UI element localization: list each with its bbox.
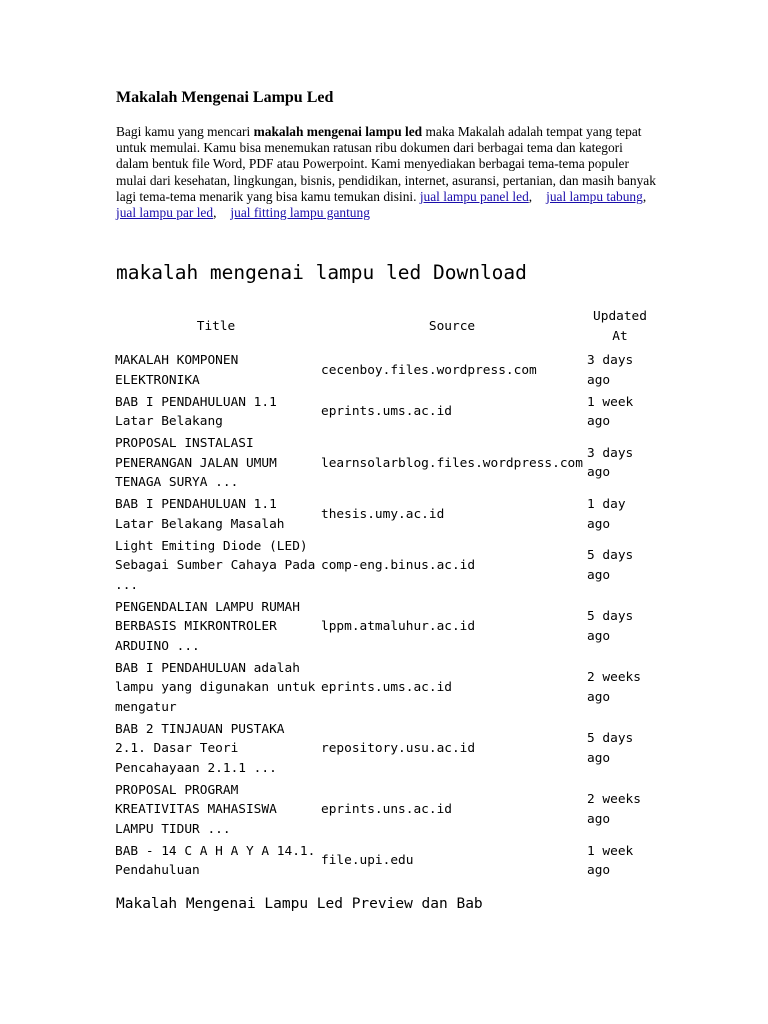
row-title: BAB I PENDAHULUAN 1.1 Latar Belakang: [115, 394, 277, 429]
row-title: Light Emiting Diode (LED) Sebagai Sumber Cahaya Pada ...: [115, 538, 316, 593]
row-updated: 5 days ago: [587, 731, 634, 766]
row-updated: 3 days ago: [587, 445, 634, 481]
table-row: [113, 392, 655, 434]
table-row: [113, 841, 655, 883]
row-updated: 5 days ago: [587, 609, 634, 644]
link-jual-lampu-par-led[interactable]: jual lampu par led: [116, 205, 214, 221]
table-row: [113, 597, 655, 658]
table-row: [113, 350, 655, 392]
row-source: repository.usu.ac.id: [321, 741, 476, 756]
row-title: BAB I PENDAHULUAN 1.1 Latar Belakang Masalah: [115, 497, 285, 532]
row-updated: 2 weeks ago: [587, 792, 641, 827]
column-header-source: Source: [428, 318, 476, 334]
intro-paragraph: Bagi kamu yang mencari makalah mengenai lampu led maka Makalah adalah tempat yang tepat untuk memulai. Kamu bisa menemukan ratusan ribu dokumen dari berbagai tema dan kategori dalam bentuk file Word, PDF atau Powerpoint. Kami menyediakan berbagai tema-tema populer mulai dari kesehatan, lingkungan, bisnis, pendidikan, internet, asuransi, pertanian, dan masih banyak lagi tema-tema menarik yang bisa kamu temukan disini. jual lampu panel led, jual lampu tabung, jual lampu par led, jual fitting lampu gantung: [116, 124, 656, 221]
intro-text-body: maka Makalah adalah tempat yang tepat untuk memulai. Kamu bisa menemukan ratusan ribu dokumen dari berbagai tema dan kategori dalam bentuk file Word, PDF atau Powerpoint. Kami menyediakan berbagai tema-tema populer mulai dari kesehatan, lingkungan, bisnis, pendidikan, internet, asuransi, pertanian, dan masih banyak lagi tema-tema menarik yang bisa kamu temukan disini.: [116, 124, 656, 204]
row-source: file.upi.edu: [321, 853, 414, 869]
table-row: [113, 780, 655, 841]
table-row: [113, 494, 655, 536]
row-updated: 1 day ago: [587, 497, 626, 532]
row-source: eprints.uns.ac.id: [321, 802, 452, 817]
preview-heading: Makalah Mengenai Lampu Led Preview dan Bab: [116, 896, 483, 912]
download-table: [113, 305, 655, 882]
row-title: BAB - 14 C A H A Y A 14.1. Pendahuluan: [115, 843, 316, 878]
row-source: eprints.ums.ac.id: [321, 404, 452, 420]
row-title: PENGENDALIAN LAMPU RUMAH BERBASIS MIKRONTROLER ARDUINO ...: [115, 599, 300, 654]
row-updated: 1 week ago: [587, 843, 634, 878]
row-source: thesis.umy.ac.id: [321, 506, 445, 522]
row-updated: 5 days ago: [587, 548, 634, 583]
row-source: cecenboy.files.wordpress.com: [321, 362, 537, 378]
row-title: BAB I PENDAHULUAN adalah lampu yang digunakan untuk mengatur: [115, 660, 316, 715]
table-row: [113, 719, 655, 780]
row-title: PROPOSAL INSTALASI PENERANGAN JALAN UMUM TENAGA SURYA ...: [115, 436, 277, 490]
link-jual-lampu-panel-led[interactable]: jual lampu panel led: [419, 188, 529, 204]
row-updated: 2 weeks ago: [587, 670, 641, 705]
table-row: [113, 433, 655, 494]
column-header-title: Title: [196, 318, 236, 334]
table-header-row: [113, 305, 655, 350]
link-jual-fitting-lampu-gantung[interactable]: jual fitting lampu gantung: [230, 205, 370, 221]
row-source: lppm.atmaluhur.ac.id: [321, 619, 476, 634]
intro-keyword: makalah mengenai lampu led: [253, 124, 423, 139]
row-source: comp-eng.binus.ac.id: [321, 558, 476, 573]
row-updated: 1 week ago: [587, 394, 634, 429]
page-title: Makalah Mengenai Lampu Led: [116, 89, 334, 106]
row-title: MAKALAH KOMPONEN ELEKTRONIKA: [115, 353, 239, 388]
row-source: eprints.ums.ac.id: [321, 680, 452, 695]
link-jual-lampu-tabung[interactable]: jual lampu tabung: [546, 188, 643, 204]
row-title: PROPOSAL PROGRAM KREATIVITAS MAHASISWA LAMPU TIDUR ...: [115, 782, 277, 837]
row-source: learnsolarblog.files.wordpress.com: [321, 455, 583, 471]
column-header-updated: Updated At: [593, 309, 647, 344]
table-row: [113, 658, 655, 719]
row-updated: 3 days ago: [587, 353, 634, 388]
row-title: BAB 2 TINJAUAN PUSTAKA 2.1. Dasar Teori Pencahayaan 2.1.1 ...: [115, 721, 285, 776]
intro-text-start: Bagi kamu yang mencari: [116, 124, 254, 139]
download-heading: makalah mengenai lampu led Download: [116, 261, 527, 284]
table-row: [113, 536, 655, 597]
